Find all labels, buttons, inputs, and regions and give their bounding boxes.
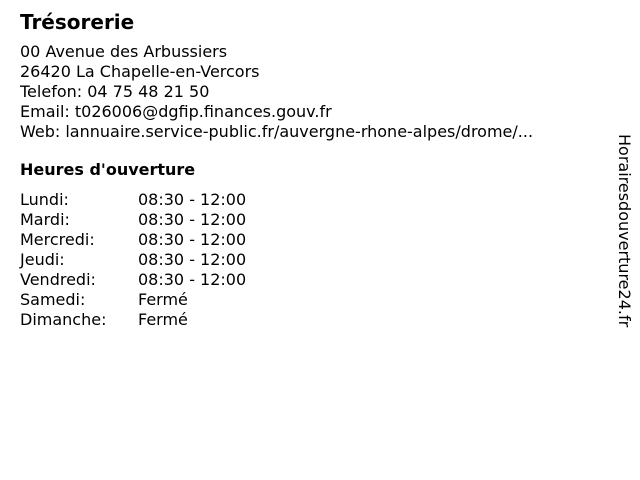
hours-row: [20, 250, 600, 270]
day-label: Samedi:: [20, 290, 86, 309]
contact-info: [20, 42, 600, 142]
day-hours: 08:30 - 12:00: [138, 250, 247, 269]
day-label: Vendredi:: [20, 270, 96, 289]
day-label: Jeudi:: [20, 250, 65, 269]
hours-row: [20, 210, 600, 230]
city-line: 26420 La Chapelle-en-Vercors: [20, 62, 260, 81]
day-hours: Fermé: [138, 290, 188, 309]
day-hours: 08:30 - 12:00: [138, 210, 247, 229]
phone-line[interactable]: Telefon: 04 75 48 21 50: [20, 82, 210, 101]
day-label: Mercredi:: [20, 230, 95, 249]
day-label: Mardi:: [20, 210, 70, 229]
site-watermark: Horairesdouverture24.fr: [615, 134, 634, 328]
street-address: 00 Avenue des Arbussiers: [20, 42, 228, 61]
office-title: Trésorerie: [20, 10, 135, 34]
email-line[interactable]: Email: t026006@dgfip.finances.gouv.fr: [20, 102, 332, 121]
hours-row: [20, 230, 600, 250]
hours-row: [20, 190, 600, 210]
day-hours: 08:30 - 12:00: [138, 230, 247, 249]
day-hours: Fermé: [138, 310, 188, 329]
hours-row: [20, 310, 600, 330]
hours-row: [20, 270, 600, 290]
hours-row: [20, 290, 600, 310]
office-card: [20, 10, 600, 330]
day-hours: 08:30 - 12:00: [138, 270, 247, 289]
day-label: Dimanche:: [20, 310, 107, 329]
opening-hours-heading: Heures d'ouverture: [20, 160, 196, 179]
web-line[interactable]: Web: lannuaire.service-public.fr/auvergne-rhone-alpes/drome/...: [20, 122, 534, 141]
day-label: Lundi:: [20, 190, 69, 209]
day-hours: 08:30 - 12:00: [138, 190, 247, 209]
opening-hours-table: [20, 190, 600, 330]
